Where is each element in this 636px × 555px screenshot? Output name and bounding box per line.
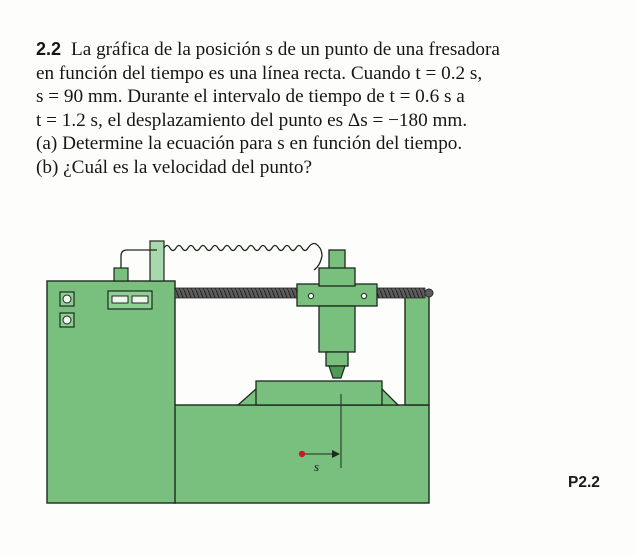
knob-icon bbox=[63, 316, 71, 324]
position-label: s bbox=[314, 459, 320, 474]
coiled-cable bbox=[164, 244, 322, 271]
spindle-housing bbox=[319, 306, 355, 352]
problem-line-2: en función del tiempo es una línea recta. Cuando t = 0.2 s, bbox=[36, 62, 483, 84]
screw-end bbox=[425, 289, 433, 297]
problem-line-4: t = 1.2 s, el desplazamiento del punto es Δs = −180 mm. bbox=[36, 109, 468, 131]
spindle-head bbox=[319, 268, 355, 286]
cable-connector bbox=[114, 268, 128, 281]
cable-upright bbox=[150, 241, 164, 281]
figure-label: P2.2 bbox=[568, 474, 600, 491]
knob-icon bbox=[63, 295, 71, 303]
problem-part-b: (b) ¿Cuál es la velocidad del punto? bbox=[36, 156, 312, 178]
bolt-icon bbox=[308, 293, 313, 298]
switch-icon bbox=[132, 296, 148, 303]
workpiece bbox=[256, 381, 382, 405]
spindle-collar bbox=[326, 352, 348, 366]
problem-part-a: (a) Determine la ecuación para s en función del tiempo. bbox=[36, 133, 463, 155]
problem-number: 2.2 bbox=[36, 39, 62, 59]
point-marker bbox=[299, 451, 305, 457]
spindle-cap bbox=[329, 250, 345, 270]
problem-line-3: s = 90 mm. Durante el intervalo de tiempo de t = 0.6 s a bbox=[36, 86, 465, 108]
cutter-tool bbox=[329, 366, 345, 378]
right-column bbox=[405, 292, 429, 405]
problem-text-1: La gráfica de la posición s de un punto de una fresadora bbox=[71, 39, 500, 60]
bolt-icon bbox=[361, 293, 366, 298]
switch-icon bbox=[112, 296, 128, 303]
